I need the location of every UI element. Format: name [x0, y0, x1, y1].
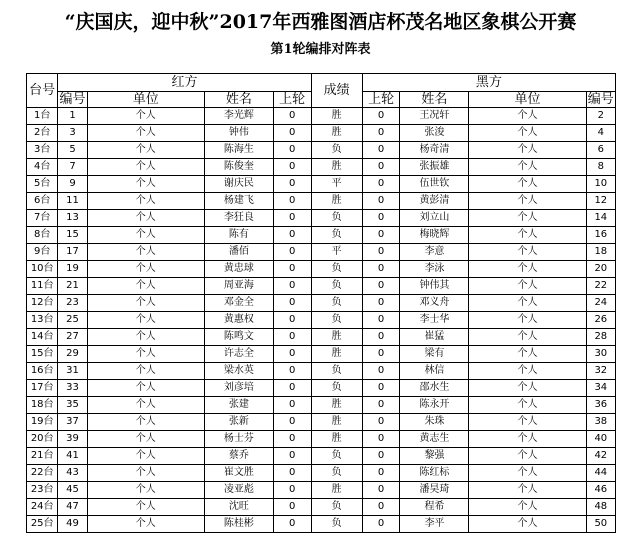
- cell-result: 胜: [311, 159, 362, 176]
- table-row: [27, 397, 616, 414]
- cell-red-unit: 个人: [87, 210, 204, 227]
- cell-black-name: 林信: [400, 363, 469, 380]
- cell-black-prev-round: 0: [362, 142, 400, 159]
- cell-black-prev-round: 0: [362, 482, 400, 499]
- cell-result: 负: [311, 210, 362, 227]
- cell-table-no: 20台: [27, 431, 58, 448]
- cell-black-prev-round: 0: [362, 363, 400, 380]
- cell-black-number: 12: [586, 193, 615, 210]
- cell-red-unit: 个人: [87, 261, 204, 278]
- cell-table-no: 10台: [27, 261, 58, 278]
- cell-black-number: 20: [586, 261, 615, 278]
- cell-black-name: 张振雄: [400, 159, 469, 176]
- table-row: [27, 193, 616, 210]
- table-row: [27, 227, 616, 244]
- table-row: [27, 329, 616, 346]
- cell-black-number: 14: [586, 210, 615, 227]
- cell-table-no: 22台: [27, 465, 58, 482]
- cell-red-name: 杨建飞: [204, 193, 273, 210]
- cell-red-number: 27: [58, 329, 87, 346]
- cell-red-number: 39: [58, 431, 87, 448]
- cell-black-number: 32: [586, 363, 615, 380]
- cell-table-no: 21台: [27, 448, 58, 465]
- cell-red-unit: 个人: [87, 499, 204, 516]
- table-row: [27, 499, 616, 516]
- cell-red-prev-round: 0: [273, 295, 311, 312]
- header-black-name: 姓名: [400, 92, 469, 108]
- cell-table-no: 8台: [27, 227, 58, 244]
- cell-red-number: 29: [58, 346, 87, 363]
- cell-red-unit: 个人: [87, 380, 204, 397]
- table-row: [27, 516, 616, 533]
- table-body: [27, 108, 616, 533]
- cell-black-name: 邵水生: [400, 380, 469, 397]
- cell-table-no: 15台: [27, 346, 58, 363]
- cell-result: 平: [311, 244, 362, 261]
- cell-red-number: 37: [58, 414, 87, 431]
- cell-red-unit: 个人: [87, 363, 204, 380]
- cell-black-prev-round: 0: [362, 329, 400, 346]
- cell-red-name: 崔文胜: [204, 465, 273, 482]
- cell-red-unit: 个人: [87, 465, 204, 482]
- cell-table-no: 5台: [27, 176, 58, 193]
- cell-red-name: 李狂良: [204, 210, 273, 227]
- cell-black-prev-round: 0: [362, 278, 400, 295]
- cell-black-number: 44: [586, 465, 615, 482]
- cell-red-unit: 个人: [87, 482, 204, 499]
- cell-black-name: 张浚: [400, 125, 469, 142]
- cell-result: 胜: [311, 397, 362, 414]
- pairing-table: [26, 73, 616, 533]
- cell-result: 负: [311, 380, 362, 397]
- cell-red-number: 13: [58, 210, 87, 227]
- cell-black-name: 邓义舟: [400, 295, 469, 312]
- cell-red-unit: 个人: [87, 346, 204, 363]
- cell-red-unit: 个人: [87, 142, 204, 159]
- cell-result: 负: [311, 516, 362, 533]
- cell-black-prev-round: 0: [362, 380, 400, 397]
- cell-black-number: 2: [586, 108, 615, 125]
- cell-red-number: 47: [58, 499, 87, 516]
- cell-red-unit: 个人: [87, 227, 204, 244]
- cell-black-unit: 个人: [469, 329, 586, 346]
- cell-red-name: 梁水英: [204, 363, 273, 380]
- cell-black-number: 48: [586, 499, 615, 516]
- table-row: [27, 346, 616, 363]
- cell-red-prev-round: 0: [273, 380, 311, 397]
- cell-black-unit: 个人: [469, 193, 586, 210]
- header-black-unit: 单位: [469, 92, 586, 108]
- cell-red-prev-round: 0: [273, 499, 311, 516]
- cell-red-name: 陈俊奎: [204, 159, 273, 176]
- header-red-unit: 单位: [87, 92, 204, 108]
- cell-red-prev-round: 0: [273, 363, 311, 380]
- table-row: [27, 108, 616, 125]
- cell-black-number: 10: [586, 176, 615, 193]
- cell-result: 胜: [311, 346, 362, 363]
- cell-black-unit: 个人: [469, 346, 586, 363]
- cell-black-number: 28: [586, 329, 615, 346]
- cell-red-number: 3: [58, 125, 87, 142]
- cell-black-number: 46: [586, 482, 615, 499]
- cell-red-name: 张建: [204, 397, 273, 414]
- cell-black-unit: 个人: [469, 414, 586, 431]
- cell-black-number: 38: [586, 414, 615, 431]
- cell-red-number: 7: [58, 159, 87, 176]
- cell-result: 胜: [311, 125, 362, 142]
- cell-black-prev-round: 0: [362, 159, 400, 176]
- table-row: [27, 380, 616, 397]
- cell-result: 负: [311, 295, 362, 312]
- cell-black-unit: 个人: [469, 125, 586, 142]
- cell-black-prev-round: 0: [362, 448, 400, 465]
- cell-table-no: 4台: [27, 159, 58, 176]
- cell-black-name: 李士华: [400, 312, 469, 329]
- table-row: [27, 142, 616, 159]
- cell-black-prev-round: 0: [362, 312, 400, 329]
- table-row: [27, 261, 616, 278]
- cell-black-name: 黄志生: [400, 431, 469, 448]
- cell-black-unit: 个人: [469, 499, 586, 516]
- cell-table-no: 7台: [27, 210, 58, 227]
- cell-red-name: 刘彦培: [204, 380, 273, 397]
- cell-black-number: 16: [586, 227, 615, 244]
- cell-red-unit: 个人: [87, 193, 204, 210]
- cell-red-prev-round: 0: [273, 414, 311, 431]
- cell-result: 负: [311, 363, 362, 380]
- cell-red-name: 黄惠权: [204, 312, 273, 329]
- cell-table-no: 16台: [27, 363, 58, 380]
- cell-red-name: 谢庆民: [204, 176, 273, 193]
- table-row: [27, 176, 616, 193]
- cell-red-name: 许志全: [204, 346, 273, 363]
- cell-red-name: 钟伟: [204, 125, 273, 142]
- cell-red-number: 19: [58, 261, 87, 278]
- cell-red-prev-round: 0: [273, 312, 311, 329]
- table-row: [27, 278, 616, 295]
- cell-black-unit: 个人: [469, 210, 586, 227]
- cell-black-name: 刘立山: [400, 210, 469, 227]
- cell-result: 负: [311, 499, 362, 516]
- cell-result: 平: [311, 176, 362, 193]
- cell-result: 负: [311, 312, 362, 329]
- cell-table-no: 11台: [27, 278, 58, 295]
- cell-red-unit: 个人: [87, 448, 204, 465]
- cell-black-number: 26: [586, 312, 615, 329]
- cell-red-prev-round: 0: [273, 465, 311, 482]
- cell-black-number: 6: [586, 142, 615, 159]
- cell-table-no: 13台: [27, 312, 58, 329]
- cell-black-name: 梁有: [400, 346, 469, 363]
- cell-result: 胜: [311, 108, 362, 125]
- cell-black-unit: 个人: [469, 482, 586, 499]
- cell-red-unit: 个人: [87, 295, 204, 312]
- cell-red-name: 张新: [204, 414, 273, 431]
- cell-black-name: 程希: [400, 499, 469, 516]
- cell-red-prev-round: 0: [273, 193, 311, 210]
- cell-red-name: 陈有: [204, 227, 273, 244]
- cell-black-prev-round: 0: [362, 295, 400, 312]
- cell-red-prev-round: 0: [273, 516, 311, 533]
- cell-black-unit: 个人: [469, 261, 586, 278]
- table-row: [27, 244, 616, 261]
- cell-red-unit: 个人: [87, 159, 204, 176]
- cell-black-unit: 个人: [469, 159, 586, 176]
- cell-red-name: 黄忠球: [204, 261, 273, 278]
- cell-table-no: 18台: [27, 397, 58, 414]
- cell-red-prev-round: 0: [273, 176, 311, 193]
- cell-red-name: 周亚海: [204, 278, 273, 295]
- cell-result: 胜: [311, 431, 362, 448]
- cell-red-prev-round: 0: [273, 261, 311, 278]
- cell-red-number: 1: [58, 108, 87, 125]
- cell-red-unit: 个人: [87, 516, 204, 533]
- header-black-number: 编号: [587, 91, 614, 107]
- cell-red-unit: 个人: [87, 108, 204, 125]
- cell-red-number: 31: [58, 363, 87, 380]
- cell-black-unit: 个人: [469, 380, 586, 397]
- cell-table-no: 9台: [27, 244, 58, 261]
- cell-red-name: 沈旺: [204, 499, 273, 516]
- cell-black-unit: 个人: [469, 278, 586, 295]
- cell-red-unit: 个人: [87, 278, 204, 295]
- cell-black-number: 36: [586, 397, 615, 414]
- cell-red-prev-round: 0: [273, 482, 311, 499]
- cell-red-prev-round: 0: [273, 227, 311, 244]
- cell-black-prev-round: 0: [362, 227, 400, 244]
- header-red-side: 红方: [58, 74, 311, 92]
- cell-result: 胜: [311, 482, 362, 499]
- cell-black-name: 杨奇清: [400, 142, 469, 159]
- cell-black-unit: 个人: [469, 448, 586, 465]
- cell-black-name: 陈永开: [400, 397, 469, 414]
- cell-result: 胜: [311, 414, 362, 431]
- cell-table-no: 23台: [27, 482, 58, 499]
- cell-black-name: 梅晓辉: [400, 227, 469, 244]
- cell-black-unit: 个人: [469, 227, 586, 244]
- cell-table-no: 14台: [27, 329, 58, 346]
- cell-red-prev-round: 0: [273, 159, 311, 176]
- cell-red-unit: 个人: [87, 312, 204, 329]
- cell-black-number: 18: [586, 244, 615, 261]
- cell-black-name: 李泳: [400, 261, 469, 278]
- cell-black-prev-round: 0: [362, 125, 400, 142]
- cell-table-no: 25台: [27, 516, 58, 533]
- cell-table-no: 12台: [27, 295, 58, 312]
- cell-result: 胜: [311, 329, 362, 346]
- cell-black-prev-round: 0: [362, 397, 400, 414]
- cell-red-number: 25: [58, 312, 87, 329]
- cell-black-number: 24: [586, 295, 615, 312]
- cell-black-prev-round: 0: [362, 414, 400, 431]
- cell-red-unit: 个人: [87, 176, 204, 193]
- cell-black-unit: 个人: [469, 295, 586, 312]
- table-row: [27, 414, 616, 431]
- cell-black-name: 钟伟其: [400, 278, 469, 295]
- cell-red-name: 陈鸣文: [204, 329, 273, 346]
- cell-black-name: 潘昊琦: [400, 482, 469, 499]
- table-row: [27, 363, 616, 380]
- table-row: [27, 295, 616, 312]
- cell-black-number: 42: [586, 448, 615, 465]
- cell-red-number: 17: [58, 244, 87, 261]
- table-row: [27, 448, 616, 465]
- cell-black-number: 40: [586, 431, 615, 448]
- cell-result: 负: [311, 142, 362, 159]
- cell-red-number: 35: [58, 397, 87, 414]
- cell-red-name: 杨士芬: [204, 431, 273, 448]
- cell-red-prev-round: 0: [273, 125, 311, 142]
- cell-table-no: 6台: [27, 193, 58, 210]
- header-black-side: 黑方: [362, 74, 615, 92]
- cell-red-prev-round: 0: [273, 346, 311, 363]
- cell-result: 胜: [311, 193, 362, 210]
- cell-red-number: 9: [58, 176, 87, 193]
- header-table-no: 台号: [27, 74, 58, 108]
- cell-red-name: 陈桂彬: [204, 516, 273, 533]
- header-result: 成绩: [311, 74, 362, 108]
- cell-red-number: 23: [58, 295, 87, 312]
- cell-black-unit: 个人: [469, 312, 586, 329]
- header-black-prev-round: 上轮: [362, 92, 400, 108]
- cell-red-prev-round: 0: [273, 448, 311, 465]
- cell-black-unit: 个人: [469, 142, 586, 159]
- cell-red-prev-round: 0: [273, 431, 311, 448]
- cell-black-unit: 个人: [469, 108, 586, 125]
- cell-red-name: 陈海生: [204, 142, 273, 159]
- cell-black-unit: 个人: [469, 244, 586, 261]
- cell-black-number: 22: [586, 278, 615, 295]
- header-red-prev-round: 上轮: [273, 92, 311, 108]
- cell-result: 负: [311, 261, 362, 278]
- cell-black-number: 4: [586, 125, 615, 142]
- cell-red-prev-round: 0: [273, 278, 311, 295]
- cell-result: 负: [311, 448, 362, 465]
- cell-red-unit: 个人: [87, 244, 204, 261]
- header-red-name: 姓名: [204, 92, 273, 108]
- table-row: [27, 159, 616, 176]
- cell-red-prev-round: 0: [273, 108, 311, 125]
- cell-red-unit: 个人: [87, 414, 204, 431]
- table-row: [27, 482, 616, 499]
- cell-black-unit: 个人: [469, 516, 586, 533]
- cell-black-name: 朱珠: [400, 414, 469, 431]
- cell-red-name: 蔡乔: [204, 448, 273, 465]
- cell-black-number: 8: [586, 159, 615, 176]
- cell-red-name: 潘佰: [204, 244, 273, 261]
- cell-black-name: 李意: [400, 244, 469, 261]
- cell-red-prev-round: 0: [273, 397, 311, 414]
- cell-black-prev-round: 0: [362, 210, 400, 227]
- cell-red-unit: 个人: [87, 397, 204, 414]
- cell-red-unit: 个人: [87, 431, 204, 448]
- table-header: [27, 74, 616, 108]
- cell-red-number: 11: [58, 193, 87, 210]
- cell-black-name: 陈红标: [400, 465, 469, 482]
- table-row: [27, 465, 616, 482]
- cell-result: 负: [311, 465, 362, 482]
- cell-result: 负: [311, 278, 362, 295]
- cell-red-unit: 个人: [87, 125, 204, 142]
- cell-table-no: 17台: [27, 380, 58, 397]
- header-red-number: 编号: [59, 91, 86, 107]
- cell-black-unit: 个人: [469, 431, 586, 448]
- cell-black-prev-round: 0: [362, 431, 400, 448]
- cell-black-prev-round: 0: [362, 499, 400, 516]
- page-subtitle: 第1轮编排对阵表: [270, 42, 371, 57]
- table-row: [27, 210, 616, 227]
- cell-black-name: 伍世钦: [400, 176, 469, 193]
- cell-red-number: 45: [58, 482, 87, 499]
- cell-black-prev-round: 0: [362, 261, 400, 278]
- cell-black-prev-round: 0: [362, 244, 400, 261]
- cell-red-number: 5: [58, 142, 87, 159]
- cell-red-prev-round: 0: [273, 210, 311, 227]
- cell-black-number: 34: [586, 380, 615, 397]
- cell-result: 负: [311, 227, 362, 244]
- cell-red-number: 15: [58, 227, 87, 244]
- cell-black-name: 李平: [400, 516, 469, 533]
- table-row: [27, 431, 616, 448]
- cell-red-prev-round: 0: [273, 142, 311, 159]
- cell-red-prev-round: 0: [273, 329, 311, 346]
- cell-black-number: 30: [586, 346, 615, 363]
- cell-black-unit: 个人: [469, 176, 586, 193]
- cell-red-number: 33: [58, 380, 87, 397]
- cell-black-name: 黄彭清: [400, 193, 469, 210]
- cell-red-name: 邓金全: [204, 295, 273, 312]
- cell-black-unit: 个人: [469, 465, 586, 482]
- table-row: [27, 312, 616, 329]
- cell-black-name: 崔猛: [400, 329, 469, 346]
- cell-table-no: 19台: [27, 414, 58, 431]
- cell-table-no: 1台: [27, 108, 58, 125]
- cell-black-unit: 个人: [469, 363, 586, 380]
- cell-red-number: 41: [58, 448, 87, 465]
- cell-table-no: 2台: [27, 125, 58, 142]
- cell-red-prev-round: 0: [273, 244, 311, 261]
- cell-black-prev-round: 0: [362, 176, 400, 193]
- cell-black-prev-round: 0: [362, 193, 400, 210]
- cell-red-unit: 个人: [87, 329, 204, 346]
- cell-red-number: 21: [58, 278, 87, 295]
- cell-red-number: 43: [58, 465, 87, 482]
- cell-black-prev-round: 0: [362, 516, 400, 533]
- page-title: “庆国庆，迎中秋”2017年西雅图酒店杯茂名地区象棋公开赛: [64, 11, 577, 33]
- cell-black-unit: 个人: [469, 397, 586, 414]
- cell-black-prev-round: 0: [362, 108, 400, 125]
- table-row: [27, 125, 616, 142]
- cell-red-number: 49: [58, 516, 87, 533]
- cell-black-name: 王况轩: [400, 108, 469, 125]
- cell-black-name: 黎强: [400, 448, 469, 465]
- cell-black-prev-round: 0: [362, 346, 400, 363]
- cell-red-name: 凌亚彪: [204, 482, 273, 499]
- cell-black-prev-round: 0: [362, 465, 400, 482]
- cell-table-no: 3台: [27, 142, 58, 159]
- cell-table-no: 24台: [27, 499, 58, 516]
- cell-black-number: 50: [586, 516, 615, 533]
- cell-red-name: 李光辉: [204, 108, 273, 125]
